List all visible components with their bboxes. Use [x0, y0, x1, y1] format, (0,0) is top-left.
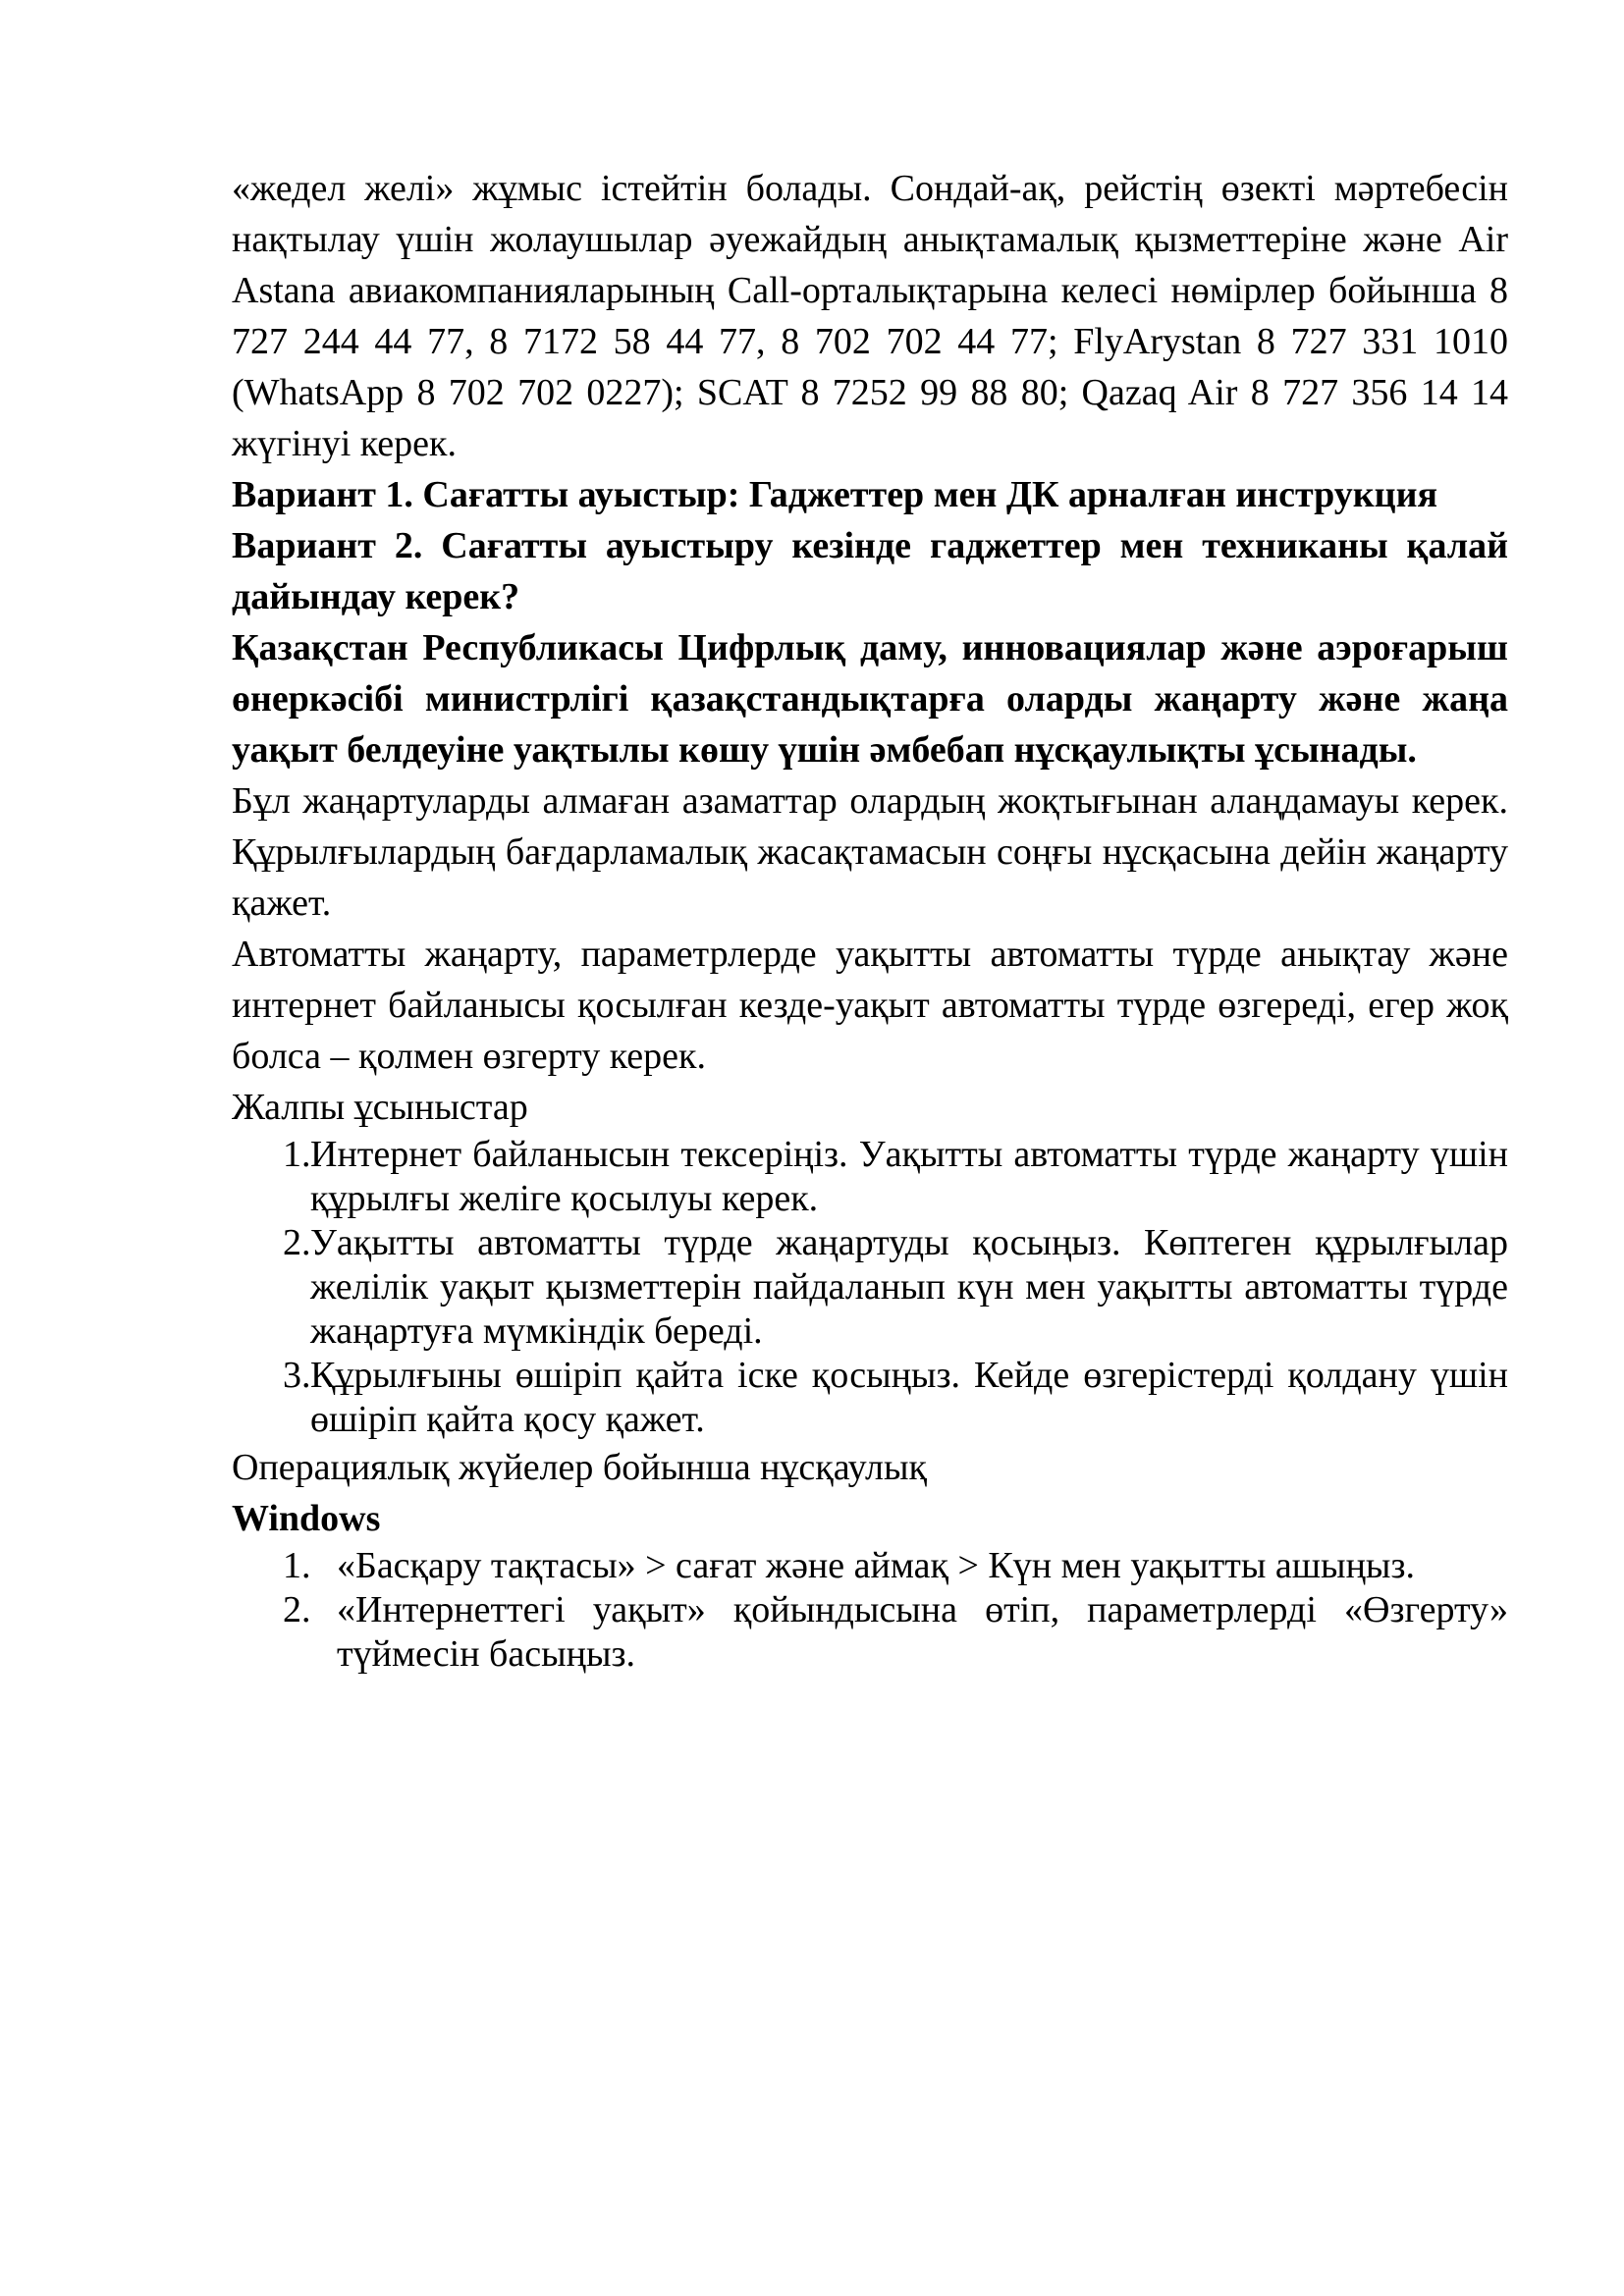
- windows-steps-list: [232, 1544, 1508, 1677]
- list-item: [283, 1133, 1508, 1221]
- general-recommendations-list: [232, 1133, 1508, 1442]
- list-item-number: 1.: [283, 1545, 311, 1586]
- paragraph-no-updates-advice: Бұл жаңартуларды алмаған азаматтар олардың жоқтығынан алаңдамауы керек. Құрылғылардың бағдарламалық жасақтамасын соңғы нұсқасына дейін жаңарту қажет.: [232, 780, 1508, 924]
- list-item-text: Құрылғыны өшіріп қайта іске қосыңыз. Кейде өзгерістерді қолдану үшін өшіріп қайта қосу қажет.: [310, 1355, 1508, 1440]
- heading-variant-1: Вариант 1. Сағатты ауыстыр: Гаджеттер мен ДК арналған инструкция: [232, 474, 1438, 515]
- list-item-number: 2.: [283, 1589, 311, 1630]
- list-item: [283, 1544, 1508, 1588]
- list-item: [283, 1354, 1508, 1442]
- heading-windows: Windows: [232, 1498, 381, 1539]
- heading-os-instructions: Операциялық жүйелер бойынша нұсқаулық: [232, 1447, 927, 1488]
- heading-variant-2: Вариант 2. Сағатты ауыстыру кезінде гаджеттер мен техниканы қалай дайындау керек?: [232, 525, 1508, 617]
- list-item-text: «Басқару тақтасы» > сағат және аймақ > Күн мен уақытты ашыңыз.: [337, 1545, 1415, 1586]
- list-item-text: Интернет байланысын тексеріңіз. Уақытты автоматты түрде жаңарту үшін құрылғы желіге қосылуы керек.: [310, 1134, 1508, 1219]
- list-item-number: 3.: [283, 1355, 311, 1396]
- list-item-text: Уақытты автоматты түрде жаңартуды қосыңыз. Көптеген құрылғылар желілік уақыт қызметтерін пайдаланып күн мен уақытты автоматты түрде жаңартуға мүмкіндік береді.: [310, 1222, 1508, 1352]
- list-item: [283, 1588, 1508, 1677]
- list-item-number: 2.: [283, 1222, 311, 1263]
- list-item-number: 1.: [283, 1134, 311, 1175]
- heading-general-recommendations: Жалпы ұсыныстар: [232, 1087, 528, 1128]
- paragraph-ministry-recommendation: Қазақстан Республикасы Цифрлық даму, инновациялар және аэроғарыш өнеркәсібі министрлігі қазақстандықтарға оларды жаңарту және жаңа уақыт белдеуіне уақтылы көшу үшін әмбебап нұсқаулықты ұсынады.: [232, 627, 1508, 771]
- paragraph-auto-update-settings: Автоматты жаңарту, параметрлерде уақытты автоматты түрде анықтау және интернет байланысы қосылған кезде-уақыт автоматты түрде өзгереді, егер жоқ болса – қолмен өзгерту керек.: [232, 934, 1508, 1077]
- paragraph-hotline-info: «жедел желі» жұмыс істейтін болады. Сондай-ақ, рейстің өзекті мәртебесін нақтылау үшін жолаушылар әуежайдың анықтамалық қызметтеріне және Air Astana авиакомпанияларының Call-орталықтарына келесі нөмірлер бойынша 8 727 244 44 77, 8 7172 58 44 77, 8 702 702 44 77; FlyArystan 8 727 331 1010 (WhatsApp 8 702 702 0227); SCAT 8 7252 99 88 80; Qazaq Air 8 727 356 14 14 жүгінуі керек.: [232, 168, 1508, 464]
- list-item: [283, 1221, 1508, 1354]
- list-item-text: «Интернеттегі уақыт» қойындысына өтіп, параметрлерді «Өзгерту» түймесін басыңыз.: [337, 1589, 1508, 1675]
